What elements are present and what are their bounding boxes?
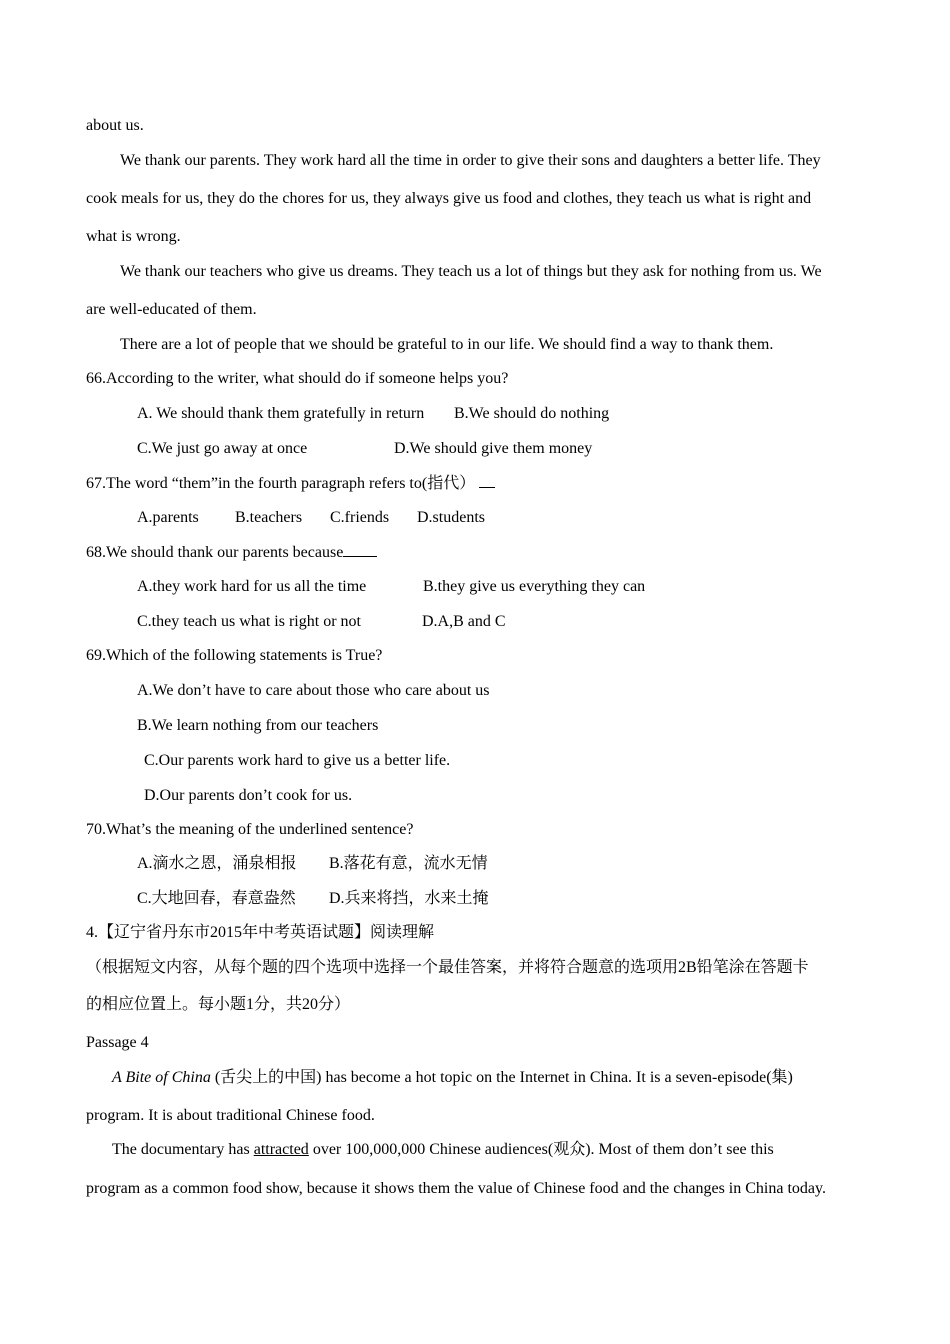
option-c: C.they teach us what is right or not (137, 613, 361, 630)
passage-line (112, 1068, 793, 1088)
answer-blank (343, 542, 377, 557)
underlined-word: attracted (253, 1141, 309, 1158)
option-d: D.Our parents don’t cook for us. (144, 787, 353, 804)
option-a: A.parents (137, 509, 199, 526)
passage-line: about us. (86, 117, 144, 134)
passage-line: what is wrong. (86, 228, 181, 245)
passage-text: over 100,000,000 Chinese audiences(观众). Most of them don’t see this (308, 1141, 774, 1158)
passage-text: (舌尖上的中国) has become a hot topic on the Internet in China. It is a seven-episode(集) (210, 1069, 793, 1086)
question-stem (86, 473, 495, 494)
option-b: B.teachers (235, 509, 303, 526)
passage-line: program as a common food show, because it shows them the value of Chinese food and the changes in China today. (86, 1180, 826, 1197)
passage-line: We thank our teachers who give us dreams. They teach us a lot of things but they ask for nothing from us. We (120, 263, 822, 280)
instructions-line: （根据短文内容，从每个题的四个选项中选择一个最佳答案，并将符合题意的选项用2B铅笔涂在答题卡 (86, 959, 809, 976)
option-d: D.students (417, 509, 485, 526)
option-b: B.they give us everything they can (423, 578, 646, 595)
option-b: B.落花有意，流水无情 (329, 855, 488, 872)
passage-line: There are a lot of people that we should be grateful to in our life. We should find a way to thank them. (120, 336, 774, 353)
option-d: D.兵来将挡，水来土掩 (329, 890, 489, 907)
passage-line (112, 1140, 774, 1160)
passage-label: Passage 4 (86, 1034, 149, 1051)
instructions-line: 的相应位置上。每小题1分，共20分） (86, 996, 351, 1013)
passage-line: cook meals for us, they do the chores for us, they always give us food and clothes, they teach us what is right and (86, 190, 812, 207)
option-a: A. We should thank them gratefully in return (137, 405, 425, 422)
section-heading: 4.【辽宁省丹东市2015年中考英语试题】阅读理解 (86, 924, 435, 941)
option-c: C.大地回春，春意盎然 (137, 890, 296, 907)
passage-line: are well-educated of them. (86, 301, 257, 318)
passage-line: program. It is about traditional Chinese food. (86, 1107, 375, 1124)
option-a: A.滴水之恩，涌泉相报 (137, 855, 297, 872)
question-stem: 66.According to the writer, what should do if someone helps you? (86, 370, 509, 387)
question-stem: 69.Which of the following statements is True? (86, 647, 383, 664)
question-stem-text: 68.We should thank our parents because (86, 544, 344, 561)
question-stem (86, 542, 377, 563)
option-a: A.We don’t have to care about those who care about us (137, 682, 490, 699)
option-c: C.Our parents work hard to give us a better life. (144, 752, 451, 769)
passage-line: We thank our parents. They work hard all the time in order to give their sons and daughters a better life. They (120, 152, 821, 169)
option-d: D.We should give them money (394, 440, 593, 457)
passage-text: The documentary has (112, 1141, 254, 1158)
option-a: A.they work hard for us all the time (137, 578, 367, 595)
option-c: C.friends (330, 509, 390, 526)
option-c: C.We just go away at once (137, 440, 308, 457)
program-title: A Bite of China (112, 1069, 211, 1086)
question-stem: 70.What’s the meaning of the underlined sentence? (86, 821, 414, 838)
option-d: D.A,B and C (422, 613, 506, 630)
option-b: B.We should do nothing (454, 405, 610, 422)
question-stem-text: 67.The word “them”in the fourth paragraph refers to(指代） (86, 475, 476, 492)
option-b: B.We learn nothing from our teachers (137, 717, 379, 734)
answer-blank (479, 473, 495, 488)
